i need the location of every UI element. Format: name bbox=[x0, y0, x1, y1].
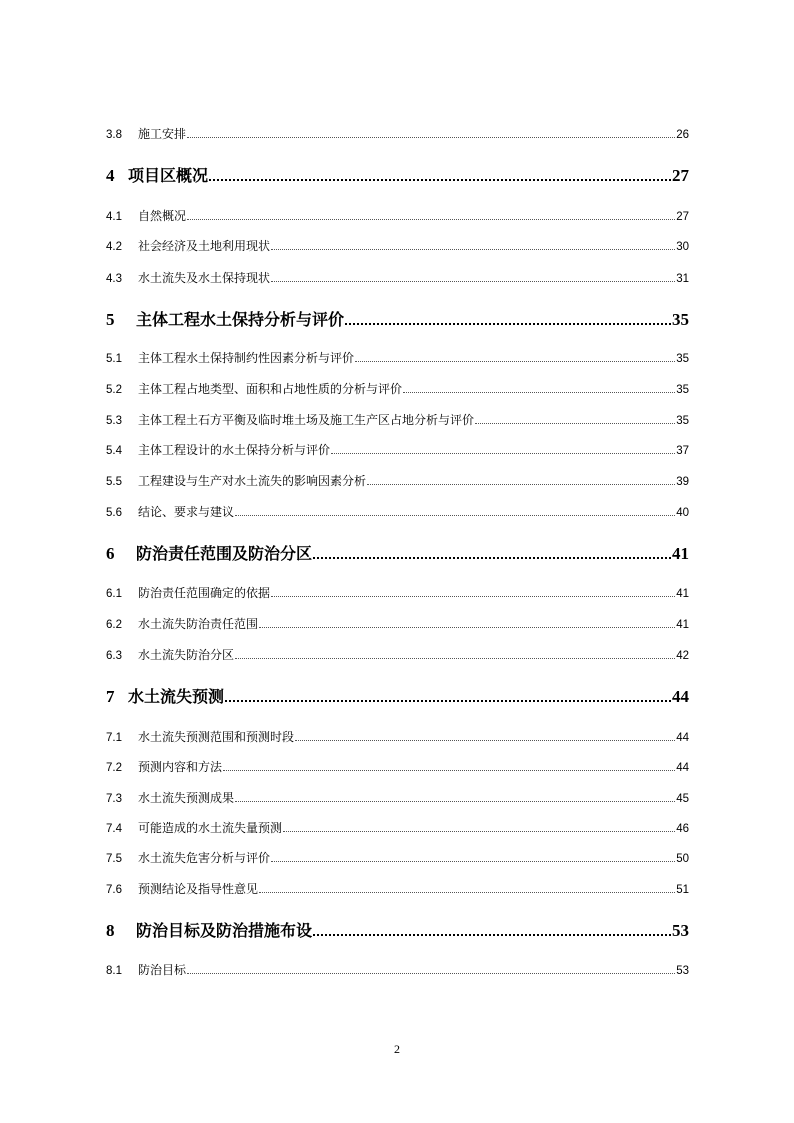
toc-entry-6-1[interactable] bbox=[106, 584, 689, 600]
section-title: 主体工程占地类型、面积和占地性质的分析与评价 bbox=[138, 382, 403, 396]
section-title: 水土流失防治责任范围 bbox=[138, 617, 259, 631]
toc-entry-7-5[interactable] bbox=[106, 849, 689, 865]
page-number: 45 bbox=[676, 793, 689, 805]
section-title: 水土流失预测成果 bbox=[138, 791, 235, 805]
toc-entry-7-3[interactable] bbox=[106, 789, 689, 805]
toc-entry-7-4[interactable] bbox=[106, 819, 689, 835]
section-number: 6.3 bbox=[106, 650, 122, 662]
dot-leader bbox=[209, 179, 671, 181]
page-number: 35 bbox=[672, 310, 689, 329]
page-number: 46 bbox=[676, 823, 689, 835]
toc-entry-8-1[interactable] bbox=[106, 961, 689, 977]
toc-entry-4-1[interactable] bbox=[106, 207, 689, 223]
dot-leader bbox=[355, 361, 675, 362]
page-number: 44 bbox=[672, 687, 689, 706]
page-number: 44 bbox=[676, 762, 689, 774]
dot-leader bbox=[367, 484, 675, 485]
chapter-number: 6 bbox=[106, 544, 115, 563]
section-title: 施工安排 bbox=[138, 127, 187, 141]
section-number: 5.2 bbox=[106, 384, 122, 396]
toc-entry-5-3[interactable] bbox=[106, 411, 689, 427]
section-title: 水土流失预测范围和预测时段 bbox=[138, 730, 295, 744]
toc-entry-7-2[interactable] bbox=[106, 758, 689, 774]
chapter-number: 4 bbox=[106, 166, 115, 185]
toc-entry-5-6[interactable] bbox=[106, 503, 689, 519]
dot-leader bbox=[187, 137, 675, 138]
page-number: 53 bbox=[672, 921, 689, 940]
toc-chapter-8[interactable] bbox=[106, 918, 689, 940]
page-number: 37 bbox=[676, 445, 689, 457]
toc-entry-4-2[interactable] bbox=[106, 237, 689, 253]
section-number: 6.1 bbox=[106, 588, 122, 600]
page-number: 39 bbox=[676, 476, 689, 488]
dot-leader bbox=[225, 700, 671, 702]
dot-leader bbox=[187, 973, 675, 974]
section-number: 7.2 bbox=[106, 762, 122, 774]
section-number: 7.4 bbox=[106, 823, 122, 835]
chapter-number: 8 bbox=[106, 921, 115, 940]
page-footer-number: 2 bbox=[394, 1042, 400, 1056]
toc-entry-7-1[interactable] bbox=[106, 728, 689, 744]
section-title: 主体工程设计的水土保持分析与评价 bbox=[138, 443, 331, 457]
chapter-title: 防治目标及防治措施布设 bbox=[136, 921, 313, 940]
toc-entry-3-8[interactable] bbox=[106, 125, 689, 141]
section-number: 5.5 bbox=[106, 476, 122, 488]
page-number: 50 bbox=[676, 853, 689, 865]
section-title: 结论、要求与建议 bbox=[138, 505, 235, 519]
page-number: 40 bbox=[676, 507, 689, 519]
page-number: 53 bbox=[676, 965, 689, 977]
chapter-title: 项目区概况 bbox=[128, 166, 209, 185]
section-number: 7.6 bbox=[106, 884, 122, 896]
toc-chapter-5[interactable] bbox=[106, 307, 689, 329]
dot-leader bbox=[271, 861, 675, 862]
dot-leader bbox=[345, 323, 671, 325]
dot-leader bbox=[271, 596, 675, 597]
page-number: 30 bbox=[676, 241, 689, 253]
dot-leader bbox=[271, 281, 675, 282]
section-title: 工程建设与生产对水土流失的影响因素分析 bbox=[138, 474, 367, 488]
section-title: 水土流失防治分区 bbox=[138, 648, 235, 662]
toc-chapter-7[interactable] bbox=[106, 684, 689, 706]
page-number: 41 bbox=[676, 588, 689, 600]
section-title: 水土流失危害分析与评价 bbox=[138, 851, 271, 865]
dot-leader bbox=[475, 423, 675, 424]
section-title: 水土流失及水土保持现状 bbox=[138, 271, 271, 285]
page-number: 41 bbox=[672, 544, 689, 563]
toc-entry-6-2[interactable] bbox=[106, 615, 689, 631]
section-number: 5.3 bbox=[106, 415, 122, 427]
toc-entry-4-3[interactable] bbox=[106, 269, 689, 285]
dot-leader bbox=[313, 557, 671, 559]
section-number: 4.2 bbox=[106, 241, 122, 253]
section-number: 5.6 bbox=[106, 507, 122, 519]
section-number: 5.4 bbox=[106, 445, 122, 457]
section-number: 7.5 bbox=[106, 853, 122, 865]
dot-leader bbox=[259, 627, 675, 628]
toc-chapter-4[interactable] bbox=[106, 163, 689, 185]
dot-leader bbox=[331, 453, 675, 454]
section-title: 预测结论及指导性意见 bbox=[138, 882, 259, 896]
chapter-title: 水土流失预测 bbox=[128, 687, 225, 706]
section-number: 5.1 bbox=[106, 353, 122, 365]
dot-leader bbox=[295, 740, 675, 741]
section-title: 防治责任范围确定的依据 bbox=[138, 586, 271, 600]
dot-leader bbox=[271, 249, 675, 250]
dot-leader bbox=[403, 392, 675, 393]
section-title: 主体工程土石方平衡及临时堆土场及施工生产区占地分析与评价 bbox=[138, 413, 475, 427]
dot-leader bbox=[313, 934, 671, 936]
page-number: 35 bbox=[676, 415, 689, 427]
section-title: 主体工程水土保持制约性因素分析与评价 bbox=[138, 351, 355, 365]
section-title: 可能造成的水土流失量预测 bbox=[138, 821, 283, 835]
section-number: 6.2 bbox=[106, 619, 122, 631]
section-number: 8.1 bbox=[106, 965, 122, 977]
page-number: 31 bbox=[676, 273, 689, 285]
section-number: 7.1 bbox=[106, 732, 122, 744]
page-number: 35 bbox=[676, 384, 689, 396]
section-title: 自然概况 bbox=[138, 209, 187, 223]
section-title: 预测内容和方法 bbox=[138, 760, 223, 774]
chapter-title: 主体工程水土保持分析与评价 bbox=[136, 310, 345, 329]
section-number: 4.3 bbox=[106, 273, 122, 285]
section-number: 3.8 bbox=[106, 129, 122, 141]
chapter-number: 7 bbox=[106, 687, 115, 706]
toc-entry-5-2[interactable] bbox=[106, 380, 689, 396]
dot-leader bbox=[187, 219, 675, 220]
dot-leader bbox=[235, 515, 675, 516]
dot-leader bbox=[283, 831, 675, 832]
toc-entry-6-3[interactable] bbox=[106, 646, 689, 662]
page-number: 41 bbox=[676, 619, 689, 631]
page-number: 44 bbox=[676, 732, 689, 744]
page-number: 35 bbox=[676, 353, 689, 365]
toc-entry-7-6[interactable] bbox=[106, 880, 689, 896]
dot-leader bbox=[235, 658, 675, 659]
section-title: 社会经济及土地利用现状 bbox=[138, 239, 271, 253]
dot-leader bbox=[235, 801, 675, 802]
dot-leader bbox=[223, 770, 675, 771]
page-number: 27 bbox=[672, 166, 689, 185]
page-number: 27 bbox=[676, 211, 689, 223]
page-number: 42 bbox=[676, 650, 689, 662]
chapter-number: 5 bbox=[106, 310, 115, 329]
section-number: 4.1 bbox=[106, 211, 122, 223]
toc-entry-5-4[interactable] bbox=[106, 441, 689, 457]
page-number: 51 bbox=[676, 884, 689, 896]
page-number: 26 bbox=[676, 129, 689, 141]
toc-entry-5-1[interactable] bbox=[106, 349, 689, 365]
toc-chapter-6[interactable] bbox=[106, 541, 689, 563]
chapter-title: 防治责任范围及防治分区 bbox=[136, 544, 313, 563]
section-title: 防治目标 bbox=[138, 963, 187, 977]
toc-entry-5-5[interactable] bbox=[106, 472, 689, 488]
section-number: 7.3 bbox=[106, 793, 122, 805]
dot-leader bbox=[259, 892, 675, 893]
